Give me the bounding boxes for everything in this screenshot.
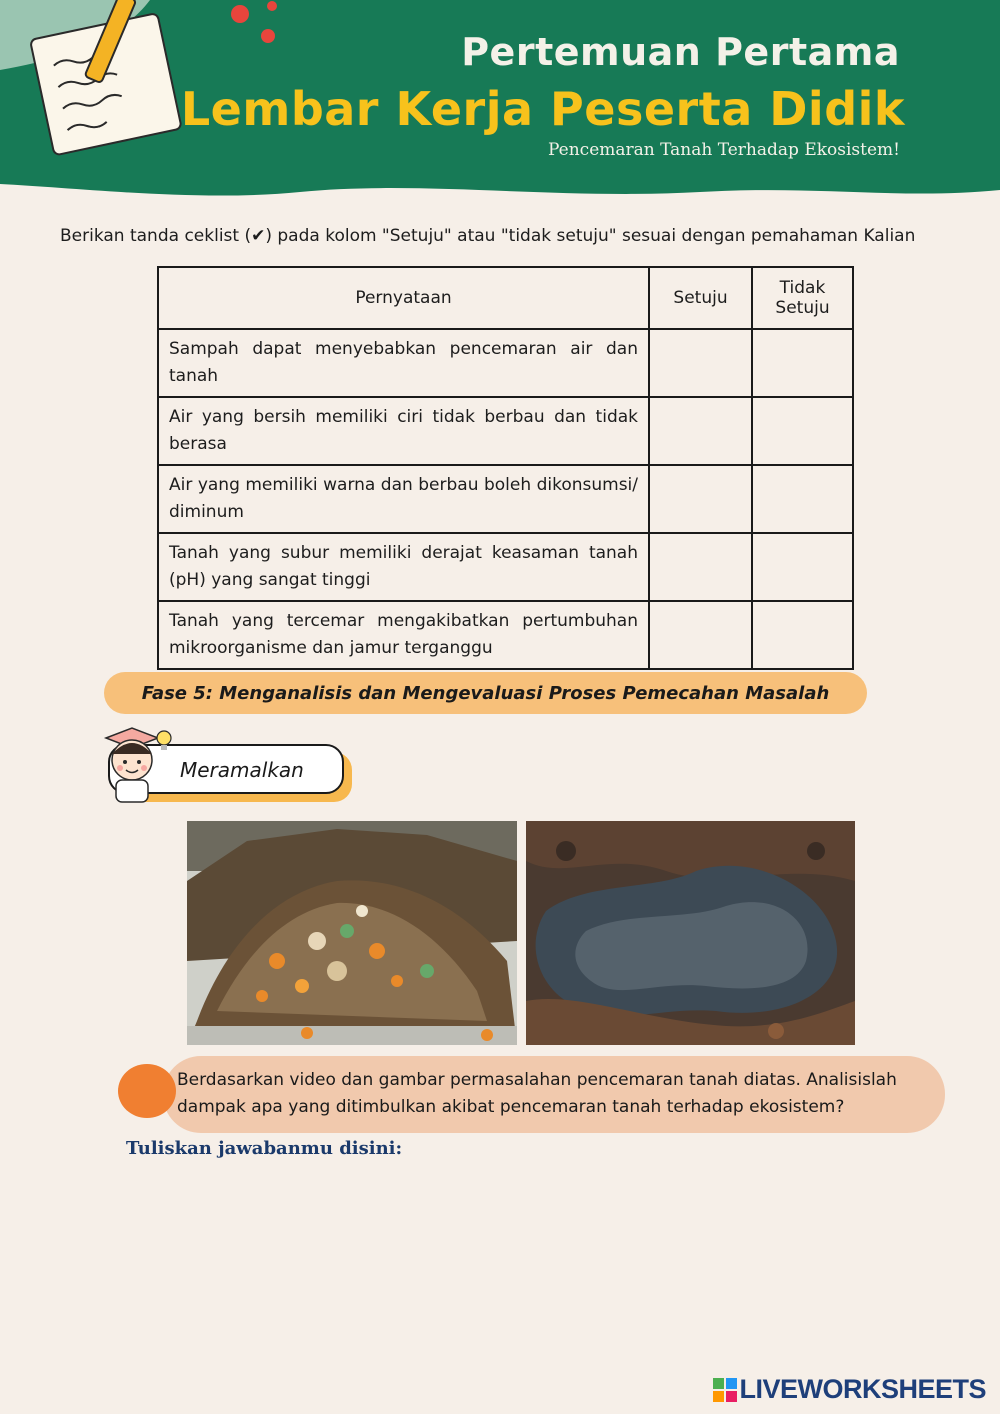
statement-cell: Air yang memiliki warna dan berbau boleh dikonsumsi/ diminum	[158, 465, 649, 533]
disagree-checkbox-cell[interactable]	[752, 397, 853, 465]
liveworksheets-logo-icon	[713, 1378, 737, 1402]
garbage-pile-photo	[187, 821, 517, 1045]
column-header-statement: Pernyataan	[158, 267, 649, 329]
column-header-agree: Setuju	[649, 267, 752, 329]
question-bullet	[118, 1064, 176, 1118]
instruction-text: Berikan tanda ceklist (✔) pada kolom "Setuju" atau "tidak setuju" sesuai dengan pemahaman Kalian	[60, 226, 916, 246]
column-header-disagree: Tidak Setuju	[752, 267, 853, 329]
question-text: Berdasarkan video dan gambar permasalahan pencemaran tanah diatas. Analisislah dampak apa yang ditimbulkan akibat pencemaran tanah terhadap ekosistem?	[177, 1070, 897, 1117]
liveworksheets-logo	[713, 1374, 986, 1405]
statement-cell: Air yang bersih memiliki ciri tidak berbau dan tidak berasa	[158, 397, 649, 465]
table-header-row	[158, 267, 853, 329]
statement-table	[157, 266, 854, 670]
student-lightbulb-icon	[96, 724, 182, 810]
disagree-checkbox-cell[interactable]	[752, 465, 853, 533]
disagree-checkbox-cell[interactable]	[752, 329, 853, 397]
statement-cell: Sampah dapat menyebabkan pencemaran air dan tanah	[158, 329, 649, 397]
page-title-main: Lembar Kerja Peserta Didik	[180, 82, 905, 136]
oil-polluted-soil-photo	[526, 821, 855, 1045]
table-row	[158, 397, 853, 465]
agree-checkbox-cell[interactable]	[649, 465, 752, 533]
table-row	[158, 601, 853, 669]
answer-input[interactable]	[126, 1170, 910, 1354]
disagree-checkbox-cell[interactable]	[752, 601, 853, 669]
agree-checkbox-cell[interactable]	[649, 397, 752, 465]
agree-checkbox-cell[interactable]	[649, 533, 752, 601]
page-title-top: Pertemuan Pertama	[461, 30, 900, 74]
table-row	[158, 329, 853, 397]
table-row	[158, 465, 853, 533]
table-row	[158, 533, 853, 601]
disagree-checkbox-cell[interactable]	[752, 533, 853, 601]
logo-text: LIVEWORKSHEETS	[739, 1374, 986, 1404]
page-subtitle: Pencemaran Tanah Terhadap Ekosistem!	[548, 140, 900, 160]
activity-label: Meramalkan	[180, 758, 304, 782]
agree-checkbox-cell[interactable]	[649, 329, 752, 397]
statement-cell: Tanah yang subur memiliki derajat keasaman tanah (pH) yang sangat tinggi	[158, 533, 649, 601]
phase-title: Fase 5: Menganalisis dan Mengevaluasi Proses Pemecahan Masalah	[141, 682, 830, 704]
statement-cell: Tanah yang tercemar mengakibatkan pertumbuhan mikroorganisme dan jamur terganggu	[158, 601, 649, 669]
answer-label: Tuliskan jawabanmu disini:	[126, 1138, 403, 1159]
agree-checkbox-cell[interactable]	[649, 601, 752, 669]
phase-banner	[104, 672, 867, 714]
